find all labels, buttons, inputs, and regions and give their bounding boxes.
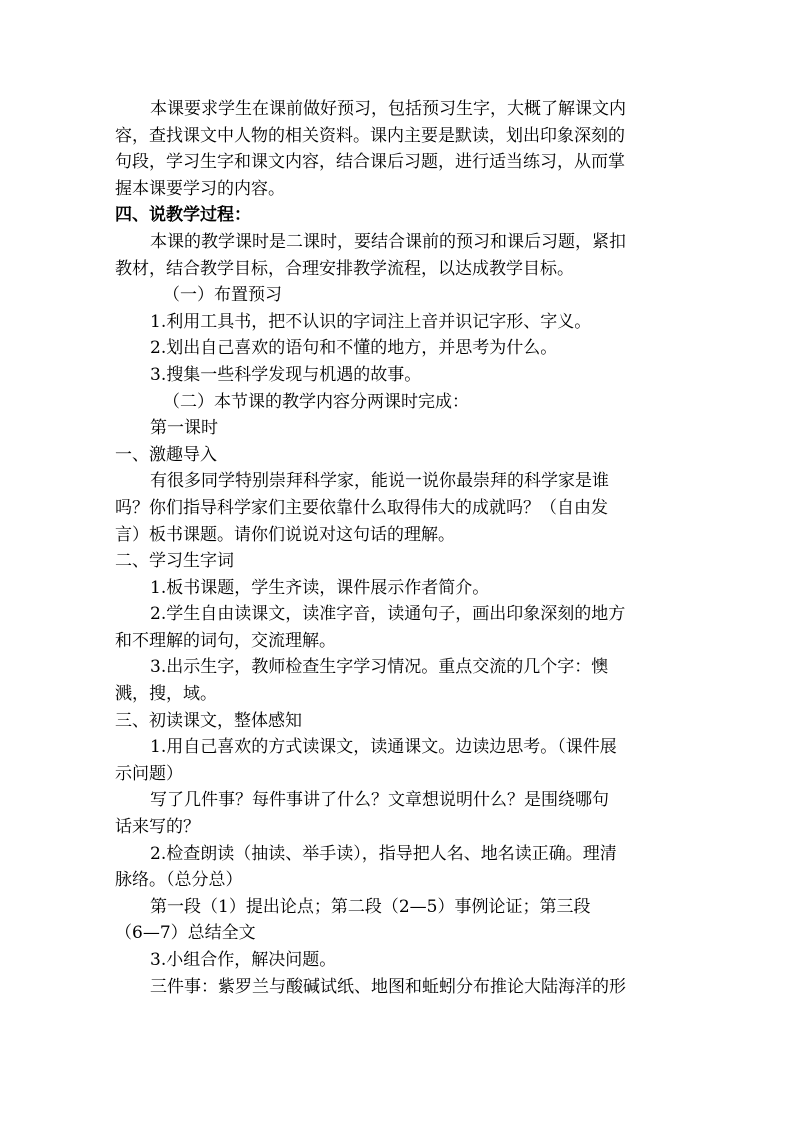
lesson-heading: 第一课时: [150, 418, 218, 439]
list-item: 3.出示生字，教师检查生字学习情况。重点交流的几个字：懊: [150, 657, 609, 678]
list-item: 1.利用工具书，把不认识的字词注上音并识记字形、字义。: [150, 311, 592, 332]
paragraph-line: 本课的教学课时是二课时，要结合课前的预习和课后习题，紧扣: [150, 231, 626, 252]
paragraph-line: 第一段（1）提出论点；第二段（2—5）事例论证；第三段: [150, 896, 591, 917]
subsection-heading: （一）布置预习: [163, 285, 282, 306]
paragraph-line: 示问题）: [115, 763, 183, 784]
paragraph-line: 握本课要学习的内容。: [115, 178, 285, 199]
paragraph-line: 吗？你们指导科学家们主要依靠什么取得伟大的成就吗？（自由发: [115, 497, 608, 518]
step-heading: 三、初读课文，整体感知: [115, 710, 302, 731]
paragraph-line: 溅，搜，域。: [115, 684, 217, 705]
section-heading: 四、说教学过程：: [115, 205, 251, 226]
paragraph-line: 言）板书课题。请你们说说对这句话的理解。: [115, 524, 455, 545]
paragraph-line: （6—7）总结全文: [115, 923, 256, 944]
paragraph-line: 话来写的？: [115, 817, 200, 838]
document-body: [115, 96, 681, 1000]
list-item: 3.小组合作，解决问题。: [150, 950, 337, 970]
paragraph-line: 脉络。（总分总）: [115, 870, 243, 891]
list-item: 1.用自己喜欢的方式读课文，读通课文。边读边思考。（课件展: [150, 737, 617, 758]
list-item: 3.搜集一些科学发现与机遇的故事。: [150, 364, 422, 385]
paragraph-line: 容，查找课文中人物的相关资料。课内主要是默读，划出印象深刻的: [115, 125, 625, 146]
list-item: 2.划出自己喜欢的语句和不懂的地方，并思考为什么。: [150, 338, 558, 359]
paragraph-line: 和不理解的词句，交流理解。: [115, 630, 336, 651]
list-item: 1.板书课题，学生齐读，课件展示作者简介。: [150, 577, 490, 598]
step-heading: 二、学习生字词: [115, 551, 234, 572]
paragraph-line: 三件事：紫罗兰与酸碱试纸、地图和蚯蚓分布推论大陆海洋的形: [150, 976, 626, 997]
subsection-heading: （二）本节课的教学内容分两课时完成：: [163, 391, 469, 412]
paragraph-line: 教材，结合教学目标，合理安排教学流程，以达成教学目标。: [115, 258, 574, 279]
paragraph-line: 写了几件事？每件事讲了什么？文章想说明什么？是围绕哪句: [150, 790, 609, 811]
step-heading: 一、激趣导入: [115, 444, 217, 465]
paragraph-line: 本课要求学生在课前做好预习，包括预习生字，大概了解课文内: [150, 99, 626, 119]
paragraph-line: 有很多同学特别崇拜科学家，能说一说你最崇拜的科学家是谁: [150, 471, 609, 492]
paragraph-line: 句段，学习生字和课文内容，结合课后习题，进行适当练习，从而掌: [115, 152, 625, 173]
list-item: 2.检查朗读（抽读、举手读），指导把人名、地名读正确。理清: [150, 843, 617, 864]
list-item: 2.学生自由读课文，读准字音，读通句子，画出印象深刻的地方: [150, 604, 626, 625]
